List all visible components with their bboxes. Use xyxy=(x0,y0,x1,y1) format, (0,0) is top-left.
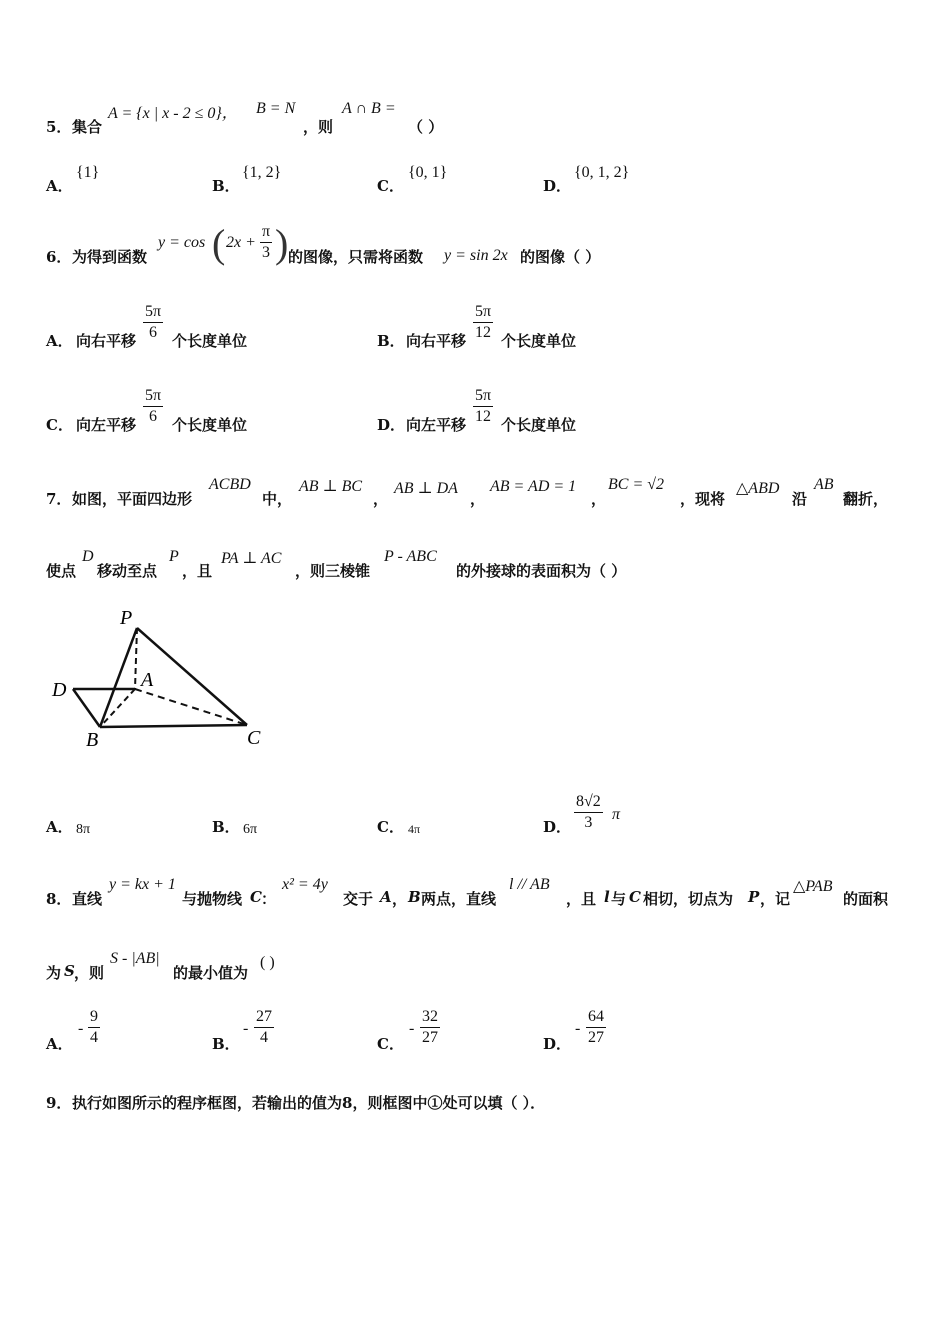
q8-option-c-label: C． xyxy=(377,1035,404,1053)
edge-ab xyxy=(100,689,135,727)
q8-sep1: ， xyxy=(392,890,408,908)
q7-option-a-value: 8π xyxy=(76,822,91,837)
q5-options xyxy=(0,160,950,196)
edge-pc xyxy=(137,628,247,725)
q7-t9: 使点 xyxy=(46,562,77,580)
q7-t11: ，且 xyxy=(182,562,213,580)
q6-option-a-num: 5π xyxy=(143,302,163,323)
q8-m1: y = kx + 1 xyxy=(109,876,176,893)
q8-options xyxy=(0,1006,950,1058)
q8-option-a-den: 4 xyxy=(90,1029,98,1046)
q6-option-c-suffix: 个长度单位 xyxy=(172,416,248,434)
q7-m3: AB ⊥ DA xyxy=(394,480,458,497)
question-6 xyxy=(0,220,950,272)
q7-t12: ，则三棱锥 xyxy=(295,562,371,580)
q9-text: 执行如图所示的程序框图，若输出的值为8，则框图中①处可以填（ ）． xyxy=(72,1094,546,1112)
edge-ac xyxy=(135,689,247,725)
q7-m10: PA ⊥ AC xyxy=(221,550,282,567)
label-b: B xyxy=(86,729,99,751)
q8-option-b-label: B． xyxy=(212,1035,240,1053)
q8-m5: S - |AB| xyxy=(110,950,160,967)
label-a: A xyxy=(141,669,154,691)
q5-option-d-label: D． xyxy=(543,177,572,195)
q8-option-c-fraction xyxy=(420,1007,440,1048)
question-5 xyxy=(0,100,950,140)
q6-right-paren: ) xyxy=(275,221,289,266)
q8-t10: 为 xyxy=(46,964,62,982)
q8-option-b-fraction xyxy=(254,1007,274,1048)
q7-m6: △ABD xyxy=(736,480,780,497)
q8-option-d-den: 27 xyxy=(588,1029,604,1046)
q8-m4: △PAB xyxy=(793,878,833,895)
q8-option-b-den: 4 xyxy=(260,1029,268,1046)
q7-option-b-value: 6π xyxy=(243,822,258,837)
q6-option-b-fraction xyxy=(473,302,493,343)
q7-m11: P - ABC xyxy=(384,548,437,565)
q6-options-row-1 xyxy=(0,302,950,352)
label-c: C xyxy=(247,727,261,749)
q8-option-c-num: 32 xyxy=(420,1007,440,1028)
q7-t7: 沿 xyxy=(792,490,808,508)
q6-option-c-label: C． xyxy=(46,416,73,434)
q8-c1: C xyxy=(250,888,262,906)
q7-t1: 如图，平面四边形 xyxy=(72,490,193,508)
q6-option-a-prefix: 向右平移 xyxy=(76,332,137,350)
q7-options xyxy=(0,792,950,842)
q5-option-b-value: {1, 2} xyxy=(242,164,282,181)
q5-text-before: 集合 xyxy=(72,118,103,136)
q8-m2: x² = 4y xyxy=(282,876,328,893)
q8-t7: 相切，切点为 xyxy=(643,890,734,908)
q5-number: 5． xyxy=(46,118,72,136)
q8-t5: ，且 xyxy=(566,890,597,908)
q8-t8: ，记 xyxy=(760,890,791,908)
q5-paren: （ ） xyxy=(408,118,444,136)
q6-option-c-prefix: 向左平移 xyxy=(76,416,137,434)
q7-t3: ， xyxy=(373,490,389,508)
q5-expr: A ∩ B = xyxy=(342,100,396,117)
q8-c2: C xyxy=(629,888,641,906)
q5-text-mid: ，则 xyxy=(303,118,334,136)
q7-option-c-value: 4π xyxy=(408,822,421,836)
q7-option-d-label: D． xyxy=(543,818,572,836)
q6-option-c-num: 5π xyxy=(143,386,163,407)
q6-text-mid: 的图像，只需将函数 xyxy=(288,248,424,266)
q7-option-d-fraction xyxy=(574,792,603,833)
q6-left-paren: ( xyxy=(212,221,226,266)
q6-func-inner: 2x + xyxy=(226,234,256,251)
q8-option-a-num: 9 xyxy=(88,1007,100,1028)
q8-option-d-sign: - xyxy=(575,1020,581,1037)
q8-option-a-fraction xyxy=(88,1007,100,1048)
q6-option-b-suffix: 个长度单位 xyxy=(501,332,577,350)
q8-option-d-fraction xyxy=(586,1007,606,1048)
q8-option-b-sign: - xyxy=(243,1020,249,1037)
q8-t4: 两点，直线 xyxy=(421,890,497,908)
q5-option-b-label: B． xyxy=(212,177,240,195)
q7-pyramid-figure xyxy=(40,596,280,756)
q8-t11: ，则 xyxy=(74,964,105,982)
q6-option-c-den: 6 xyxy=(149,408,158,425)
q8-a1: A xyxy=(380,888,392,906)
question-7-line-1 xyxy=(0,474,950,508)
q7-t10: 移动至点 xyxy=(97,562,158,580)
q5-set-a: A = {x | x - 2 ≤ 0}， xyxy=(108,105,238,122)
q8-t12: 的最小值为 xyxy=(173,964,249,982)
q5-option-c-label: C． xyxy=(377,177,404,195)
q6-text-end: 的图像（ ） xyxy=(520,248,601,266)
q5-option-a-value: {1} xyxy=(76,164,100,181)
q7-option-c-label: C． xyxy=(377,818,404,836)
q6-pi-over-3 xyxy=(260,222,272,263)
q7-t6: ，现将 xyxy=(680,490,726,508)
q5-option-c-value: {0, 1} xyxy=(408,164,448,181)
q7-t5: ， xyxy=(591,490,607,508)
q8-option-a-sign: - xyxy=(78,1020,84,1037)
q7-m8: D xyxy=(82,548,94,565)
q6-option-d-fraction xyxy=(473,386,493,427)
q7-t8: 翻折， xyxy=(843,490,889,508)
q8-b1: B xyxy=(408,888,421,906)
q6-option-a-den: 6 xyxy=(149,324,158,341)
question-8-line-2 xyxy=(0,948,950,982)
q8-option-c-sign: - xyxy=(409,1020,415,1037)
q6-func2: y = sin 2x xyxy=(444,247,508,264)
q6-number: 6． xyxy=(46,248,72,266)
edge-bc xyxy=(100,725,247,727)
q6-pi: π xyxy=(260,222,272,243)
q8-t1: 直线 xyxy=(72,890,103,908)
question-7-line-2 xyxy=(0,546,950,580)
q6-func-left: y = cos xyxy=(158,234,206,251)
q6-option-d-den: 12 xyxy=(475,408,492,425)
q7-m2: AB ⊥ BC xyxy=(299,478,363,495)
q6-option-b-den: 12 xyxy=(475,324,492,341)
q6-option-d-label: D． xyxy=(377,416,406,434)
q8-t2b: ： xyxy=(261,890,277,908)
q7-m9: P xyxy=(169,548,179,565)
q7-option-a-label: A． xyxy=(46,818,73,836)
q7-t4: ， xyxy=(470,490,486,508)
q8-p1: P xyxy=(748,888,760,906)
q8-t2: 与抛物线 xyxy=(182,890,243,908)
q8-number: 8． xyxy=(46,890,72,908)
q8-t9: 的面积 xyxy=(843,890,889,908)
q7-option-d-num: 8√2 xyxy=(574,792,603,813)
q6-option-d-prefix: 向左平移 xyxy=(406,416,467,434)
q8-l1: l xyxy=(604,888,610,906)
q6-option-b-label: B． xyxy=(377,332,405,350)
q7-number: 7． xyxy=(46,490,72,508)
q6-option-a-label: A． xyxy=(46,332,73,350)
q8-option-c-den: 27 xyxy=(422,1029,438,1046)
question-9 xyxy=(0,1092,950,1116)
q8-s1: S xyxy=(64,962,75,980)
edge-pa xyxy=(135,628,137,689)
q8-option-d-label: D． xyxy=(543,1035,572,1053)
edge-db xyxy=(73,689,100,727)
q7-m7: AB xyxy=(814,476,834,493)
edge-pb xyxy=(100,628,137,727)
q7-option-d-den: 3 xyxy=(584,814,593,831)
question-8-line-1 xyxy=(0,874,950,908)
q6-options-row-2 xyxy=(0,386,950,436)
q8-option-a-label: A． xyxy=(46,1035,73,1053)
q7-option-d-tail: π xyxy=(612,806,621,823)
q6-option-c-fraction xyxy=(143,386,163,427)
q8-m3: l // AB xyxy=(509,876,550,893)
q6-text-before: 为得到函数 xyxy=(72,248,148,266)
q5-option-a-label: A． xyxy=(46,177,73,195)
q8-paren: ( ) xyxy=(260,954,275,971)
q8-t6: 与 xyxy=(611,890,627,908)
q6-option-a-fraction xyxy=(143,302,163,343)
label-p: P xyxy=(120,607,133,629)
q7-option-b-label: B． xyxy=(212,818,240,836)
q7-m5: BC = √2 xyxy=(608,476,665,493)
q6-option-a-suffix: 个长度单位 xyxy=(172,332,248,350)
q8-option-d-num: 64 xyxy=(586,1007,606,1028)
q6-option-b-prefix: 向右平移 xyxy=(406,332,467,350)
q9-number: 9． xyxy=(46,1094,72,1112)
q7-m4: AB = AD = 1 xyxy=(490,478,577,495)
label-d: D xyxy=(52,679,67,701)
q6-option-b-num: 5π xyxy=(473,302,493,323)
q6-option-d-num: 5π xyxy=(473,386,493,407)
q8-option-b-num: 27 xyxy=(254,1007,274,1028)
q6-option-d-suffix: 个长度单位 xyxy=(501,416,577,434)
q6-three: 3 xyxy=(262,244,271,261)
q7-t2: 中， xyxy=(262,490,293,508)
q5-set-b: B = N xyxy=(256,100,296,117)
q5-option-d-value: {0, 1, 2} xyxy=(574,164,630,181)
q7-m1: ACBD xyxy=(209,476,251,493)
q7-t13: 的外接球的表面积为（ ） xyxy=(456,562,627,580)
q8-t3: 交于 xyxy=(343,890,374,908)
